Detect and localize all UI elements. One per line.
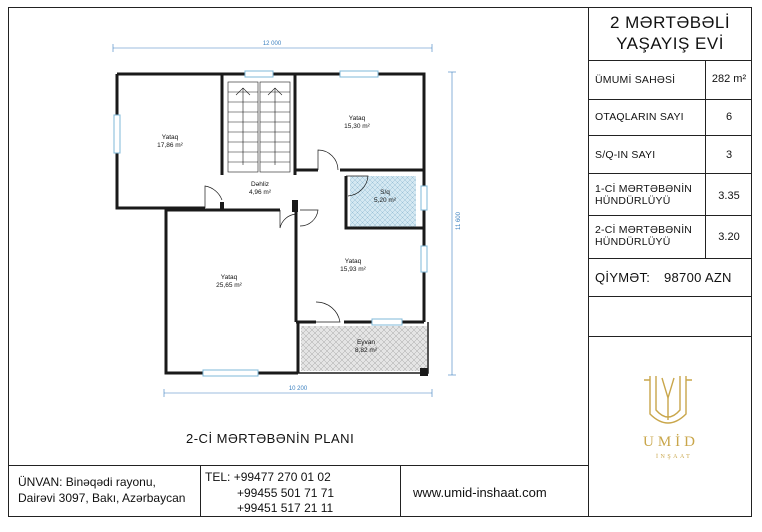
total-area-label: ÜMUMİ SAHƏSİ xyxy=(595,74,676,86)
floor2-height-label-line2: HÜNDÜRLÜYÜ xyxy=(595,236,671,248)
room-name: Dəhliz xyxy=(250,181,270,188)
room-area: 25,65 m² xyxy=(216,282,242,289)
price-label: QİYMƏT: xyxy=(595,270,651,285)
room-label xyxy=(157,134,183,150)
project-title-line2: YAŞAYIŞ EVİ xyxy=(616,34,724,53)
room-name: S/q xyxy=(380,189,390,196)
room-area: 8,82 m² xyxy=(354,347,378,354)
floor1-height-label-line2: HÜNDÜRLÜYÜ xyxy=(595,195,671,207)
room-area: 15,30 m² xyxy=(344,123,370,130)
room-name: Yataq xyxy=(220,274,238,281)
room-label xyxy=(344,115,370,131)
phone-block xyxy=(205,470,331,485)
dimension-top: 12 000 xyxy=(262,41,282,47)
room-label xyxy=(249,181,271,197)
address-line2: Dairəvi 3097, Bakı, Azərbaycan xyxy=(18,491,186,505)
floor1-height-value: 3.35 xyxy=(718,190,740,202)
floor2-height-value: 3.20 xyxy=(718,231,740,243)
project-title-line1: 2 MƏRTƏBƏLİ xyxy=(609,13,731,32)
room-name: Eyvan xyxy=(356,339,376,346)
phone-number[interactable]: +99451 517 21 11 xyxy=(237,501,334,515)
room-name: Yataq xyxy=(344,258,362,265)
room-label xyxy=(340,258,366,274)
room-label xyxy=(216,274,242,290)
room-area: 15,93 m² xyxy=(340,266,366,273)
dimension-bottom: 10 200 xyxy=(288,386,308,392)
logo-name: UMİD xyxy=(643,434,699,450)
room-count-value: 6 xyxy=(725,111,733,123)
room-area: 17,86 m² xyxy=(157,142,183,149)
bathroom-count-label: S/Q-IN SAYI xyxy=(595,149,656,161)
website-link[interactable]: www.umid-inshaat.com xyxy=(413,485,547,500)
phone-number[interactable]: +99455 501 71 71 xyxy=(237,486,335,500)
price-value: 98700 AZN xyxy=(664,270,732,285)
plan-title: 2-Cİ MƏRTƏBƏNİN PLANI xyxy=(186,431,355,446)
room-name: Yataq xyxy=(348,115,366,122)
room-label xyxy=(355,339,377,355)
address xyxy=(18,474,185,506)
staircase xyxy=(228,82,290,172)
floor2-height-label-line1: 2-Cİ MƏRTƏBƏNİN xyxy=(595,224,693,236)
bathroom-count-value: 3 xyxy=(725,149,733,161)
dimension-right: 11 600 xyxy=(456,212,462,230)
address-line1: ÜNVAN: Binəqədi rayonu, xyxy=(18,475,156,489)
room-area: 5,20 m² xyxy=(373,197,397,204)
doors xyxy=(205,150,368,322)
logo-subtitle: İNŞAAT xyxy=(656,454,693,460)
room-name: Yataq xyxy=(161,134,179,141)
phone-label: TEL: xyxy=(205,470,231,484)
room-area: 4,96 m² xyxy=(248,189,272,196)
phone-number[interactable]: +99477 270 01 02 xyxy=(233,470,331,484)
floor1-height-label-line1: 1-Cİ MƏRTƏBƏNİN xyxy=(595,183,693,195)
room-label xyxy=(374,189,396,205)
total-area-value: 282 m² xyxy=(711,73,747,85)
room-count-label: OTAQLARIN SAYI xyxy=(595,111,684,123)
